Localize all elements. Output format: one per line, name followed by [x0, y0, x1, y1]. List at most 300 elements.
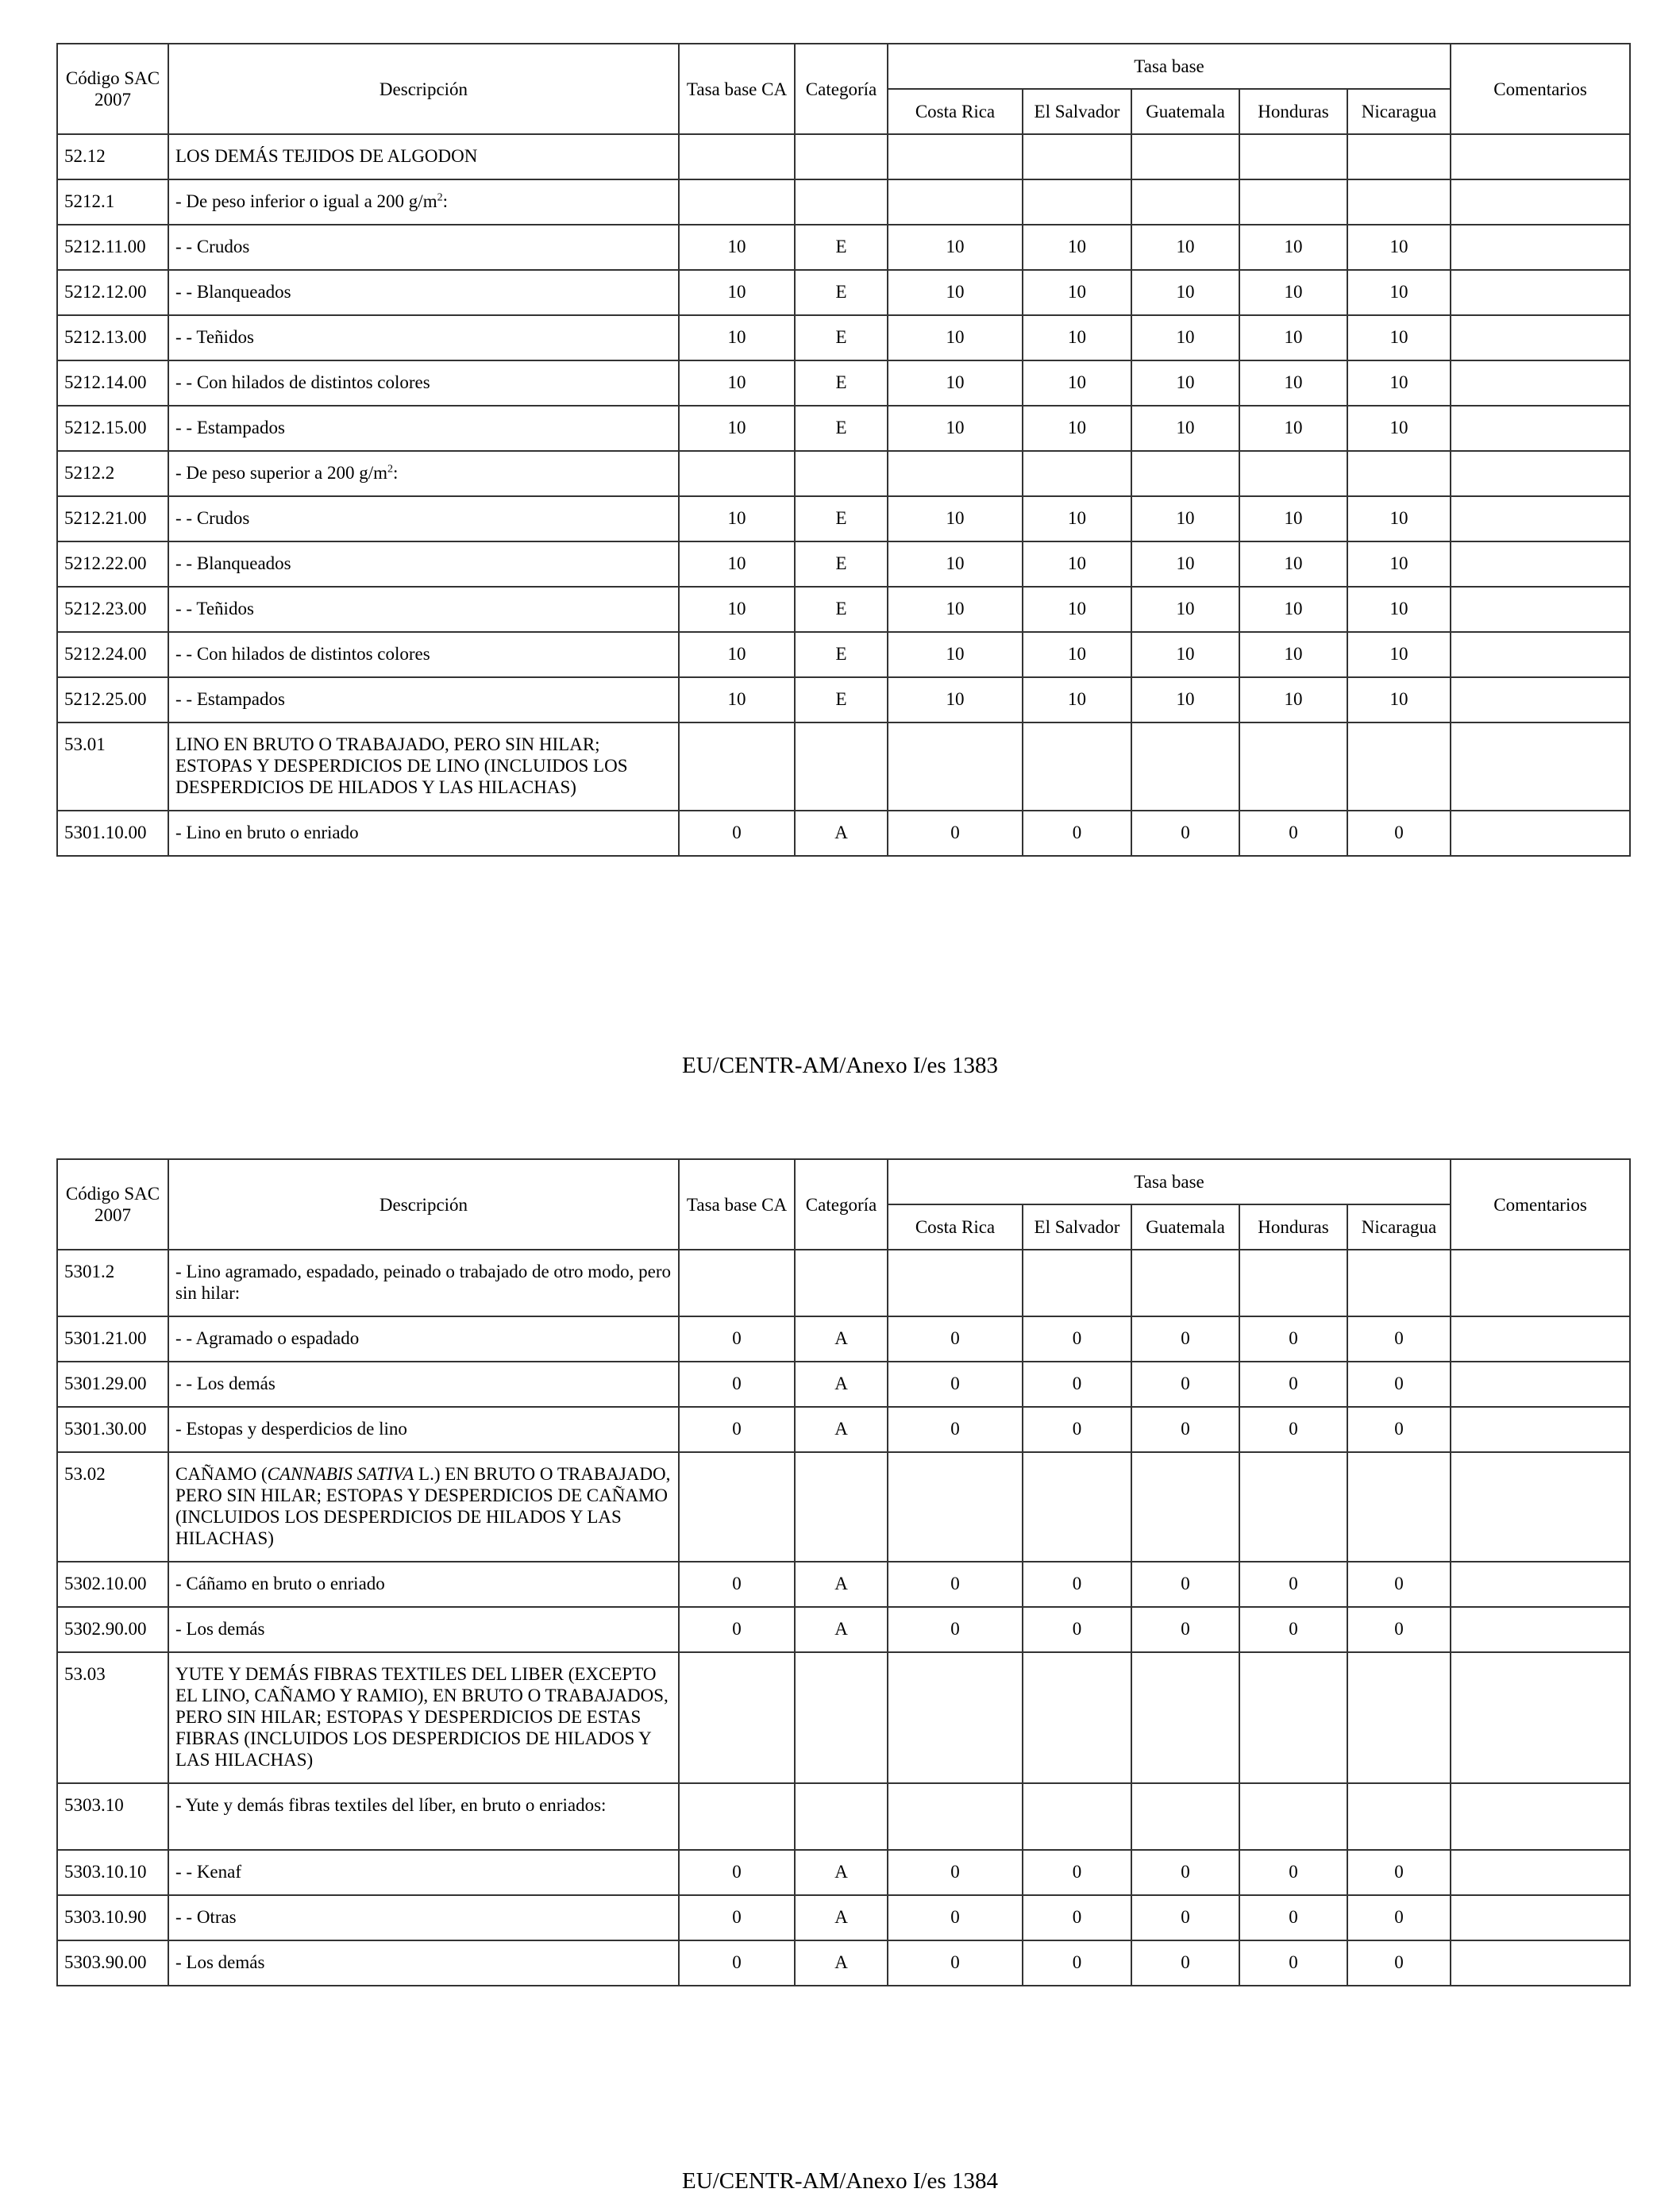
- cell-comentarios: [1451, 496, 1630, 541]
- cell-country-rate: [1131, 1652, 1239, 1783]
- cell-categoria: [795, 134, 888, 179]
- cell-country-rate: 10: [1023, 315, 1131, 360]
- cell-country-rate: [1239, 1250, 1347, 1316]
- cell-country-rate: [1347, 1783, 1451, 1850]
- cell-categoria: E: [795, 677, 888, 722]
- cell-country-rate: 0: [1131, 1362, 1239, 1407]
- cell-country-rate: 10: [888, 496, 1023, 541]
- cell-country-rate: 0: [1239, 811, 1347, 856]
- cell-categoria: E: [795, 225, 888, 270]
- header-categoria: Categoría: [795, 44, 888, 134]
- page-footer: EU/CENTR-AM/Anexo I/es 1383: [682, 1053, 998, 1078]
- cell-comentarios: [1451, 632, 1630, 677]
- cell-country-rate: 10: [1131, 270, 1239, 315]
- description-italic: CANNABIS SATIVA: [267, 1464, 414, 1484]
- cell-description: [168, 722, 679, 811]
- header-tasa-base: Tasa base: [888, 44, 1451, 89]
- cell-categoria: E: [795, 360, 888, 406]
- cell-country-rate: [1131, 1250, 1239, 1316]
- cell-country-rate: 10: [1239, 587, 1347, 632]
- cell-country-rate: [1131, 179, 1239, 225]
- cell-categoria: [795, 722, 888, 811]
- description-text: LOS DEMÁS TEJIDOS DE ALGODON: [175, 146, 478, 166]
- cell-categoria: [795, 1250, 888, 1316]
- cell-comentarios: [1451, 1607, 1630, 1652]
- cell-comentarios: [1451, 1407, 1630, 1452]
- cell-code: 5212.24.00: [57, 632, 168, 677]
- cell-country-rate: 0: [1131, 1316, 1239, 1362]
- cell-country-rate: [888, 1652, 1023, 1783]
- cell-country-rate: 0: [1239, 1562, 1347, 1607]
- cell-country-rate: 10: [888, 360, 1023, 406]
- cell-country-rate: 0: [888, 1362, 1023, 1407]
- table-row: [57, 587, 1630, 632]
- table-row: [57, 1895, 1630, 1940]
- header-tasa-base-ca: Tasa base CA: [679, 1159, 795, 1250]
- table-row: [57, 1452, 1630, 1562]
- cell-description: [168, 451, 679, 496]
- cell-country-rate: [1131, 1452, 1239, 1562]
- cell-country-rate: 10: [1023, 406, 1131, 451]
- cell-categoria: A: [795, 1895, 888, 1940]
- cell-country-rate: 10: [1131, 632, 1239, 677]
- cell-country-rate: 10: [1131, 360, 1239, 406]
- cell-country-rate: 10: [1239, 541, 1347, 587]
- cell-country-rate: 0: [1347, 1850, 1451, 1895]
- description-text: - Estopas y desperdicios de lino: [175, 1419, 407, 1439]
- table-row: [57, 360, 1630, 406]
- cell-categoria: E: [795, 632, 888, 677]
- cell-description: [168, 677, 679, 722]
- cell-description: [168, 1250, 679, 1316]
- description-text: - - Agramado o espadado: [175, 1328, 360, 1348]
- header-country: Costa Rica: [888, 89, 1023, 134]
- tariff-table-page-1384: [56, 1158, 1631, 1986]
- cell-country-rate: 10: [1239, 632, 1347, 677]
- cell-comentarios: [1451, 270, 1630, 315]
- cell-country-rate: [1239, 179, 1347, 225]
- cell-comentarios: [1451, 225, 1630, 270]
- cell-description: [168, 134, 679, 179]
- cell-code: 5301.30.00: [57, 1407, 168, 1452]
- header-country: Honduras: [1239, 1204, 1347, 1250]
- cell-categoria: E: [795, 315, 888, 360]
- cell-country-rate: 0: [1239, 1362, 1347, 1407]
- cell-country-rate: 0: [1023, 1940, 1131, 1986]
- cell-country-rate: 10: [1239, 677, 1347, 722]
- cell-tasa-base-ca: 10: [679, 225, 795, 270]
- cell-code: 5301.10.00: [57, 811, 168, 856]
- cell-description: [168, 270, 679, 315]
- cell-country-rate: [1347, 451, 1451, 496]
- cell-comentarios: [1451, 1316, 1630, 1362]
- cell-country-rate: [888, 451, 1023, 496]
- table-row: [57, 451, 1630, 496]
- superscript: 2: [437, 191, 443, 204]
- cell-tasa-base-ca: 10: [679, 270, 795, 315]
- cell-country-rate: [1239, 722, 1347, 811]
- cell-tasa-base-ca: 10: [679, 360, 795, 406]
- cell-country-rate: 0: [888, 1562, 1023, 1607]
- cell-country-rate: 10: [1131, 225, 1239, 270]
- cell-country-rate: [1239, 1783, 1347, 1850]
- table-row: [57, 1407, 1630, 1452]
- cell-country-rate: 0: [1131, 1607, 1239, 1652]
- table-row: [57, 1940, 1630, 1986]
- table-row: [57, 632, 1630, 677]
- cell-country-rate: 0: [1347, 811, 1451, 856]
- cell-country-rate: 10: [888, 541, 1023, 587]
- description-text: - Yute y demás fibras textiles del líber, en bruto o enriados:: [175, 1795, 607, 1815]
- header-tasa-base-ca: Tasa base CA: [679, 44, 795, 134]
- cell-categoria: E: [795, 270, 888, 315]
- header-country: Nicaragua: [1347, 89, 1451, 134]
- table-row: [57, 1562, 1630, 1607]
- cell-country-rate: 10: [1239, 270, 1347, 315]
- table-row: [57, 1316, 1630, 1362]
- cell-tasa-base-ca: 10: [679, 406, 795, 451]
- header-country: El Salvador: [1023, 1204, 1131, 1250]
- description-text: - - Con hilados de distintos colores: [175, 372, 430, 392]
- cell-description: [168, 1316, 679, 1362]
- cell-code: 5303.10.10: [57, 1850, 168, 1895]
- cell-country-rate: 10: [1023, 677, 1131, 722]
- cell-comentarios: [1451, 1362, 1630, 1407]
- cell-code: 5212.12.00: [57, 270, 168, 315]
- cell-country-rate: 10: [888, 225, 1023, 270]
- cell-comentarios: [1451, 179, 1630, 225]
- cell-categoria: A: [795, 1850, 888, 1895]
- cell-country-rate: 0: [1131, 1407, 1239, 1452]
- cell-comentarios: [1451, 1652, 1630, 1783]
- cell-country-rate: [1347, 1250, 1451, 1316]
- cell-code: 5212.23.00: [57, 587, 168, 632]
- description-text: CAÑAMO (: [175, 1464, 268, 1484]
- table-row: [57, 1850, 1630, 1895]
- cell-country-rate: 0: [1131, 1940, 1239, 1986]
- description-text: - Lino agramado, espadado, peinado o trabajado de otro modo, pero sin hilar:: [175, 1262, 671, 1303]
- page-footer: EU/CENTR-AM/Anexo I/es 1384: [682, 2168, 998, 2194]
- cell-tasa-base-ca: 0: [679, 1895, 795, 1940]
- cell-country-rate: 0: [1023, 1850, 1131, 1895]
- cell-comentarios: [1451, 1940, 1630, 1986]
- cell-tasa-base-ca: 0: [679, 811, 795, 856]
- cell-description: [168, 811, 679, 856]
- cell-country-rate: 0: [1023, 1562, 1131, 1607]
- cell-tasa-base-ca: 0: [679, 1562, 795, 1607]
- table-row: [57, 179, 1630, 225]
- cell-country-rate: [1023, 1783, 1131, 1850]
- description-text: - - Estampados: [175, 418, 285, 437]
- cell-country-rate: 0: [1023, 1362, 1131, 1407]
- table-row: [57, 811, 1630, 856]
- cell-code: 5301.29.00: [57, 1362, 168, 1407]
- cell-categoria: [795, 1783, 888, 1850]
- cell-code: 5212.21.00: [57, 496, 168, 541]
- cell-country-rate: 10: [1347, 677, 1451, 722]
- description-tail: :: [442, 191, 448, 211]
- cell-tasa-base-ca: 0: [679, 1362, 795, 1407]
- table-body: [57, 1250, 1630, 1986]
- cell-country-rate: 10: [1023, 632, 1131, 677]
- header-country: Guatemala: [1131, 89, 1239, 134]
- description-text: - - Crudos: [175, 508, 250, 528]
- cell-description: [168, 1850, 679, 1895]
- description-text: - - Con hilados de distintos colores: [175, 644, 430, 664]
- description-text: - De peso inferior o igual a 200 g/m: [175, 191, 437, 211]
- cell-country-rate: 10: [1347, 360, 1451, 406]
- cell-description: [168, 632, 679, 677]
- cell-description: [168, 587, 679, 632]
- cell-comentarios: [1451, 360, 1630, 406]
- cell-categoria: E: [795, 406, 888, 451]
- cell-country-rate: [1131, 451, 1239, 496]
- description-tail: :: [393, 463, 399, 483]
- cell-country-rate: 0: [1131, 1850, 1239, 1895]
- cell-comentarios: [1451, 406, 1630, 451]
- cell-tasa-base-ca: 10: [679, 315, 795, 360]
- cell-country-rate: 0: [1239, 1316, 1347, 1362]
- cell-country-rate: [1347, 1652, 1451, 1783]
- cell-tasa-base-ca: 0: [679, 1850, 795, 1895]
- description-text: - - Teñidos: [175, 599, 254, 618]
- cell-tasa-base-ca: [679, 1652, 795, 1783]
- cell-country-rate: 10: [1347, 270, 1451, 315]
- table-row: [57, 270, 1630, 315]
- cell-country-rate: 0: [1347, 1362, 1451, 1407]
- cell-code: 53.03: [57, 1652, 168, 1783]
- cell-country-rate: 10: [1023, 270, 1131, 315]
- cell-country-rate: 0: [1023, 1895, 1131, 1940]
- cell-description: [168, 541, 679, 587]
- cell-country-rate: 10: [1131, 587, 1239, 632]
- cell-country-rate: 0: [1347, 1607, 1451, 1652]
- cell-country-rate: 0: [1023, 1607, 1131, 1652]
- cell-country-rate: [1131, 722, 1239, 811]
- cell-tasa-base-ca: [679, 179, 795, 225]
- description-text: - - Blanqueados: [175, 282, 291, 302]
- cell-country-rate: 10: [1239, 496, 1347, 541]
- cell-country-rate: [1023, 1652, 1131, 1783]
- cell-country-rate: 10: [1023, 360, 1131, 406]
- cell-country-rate: 10: [1239, 406, 1347, 451]
- cell-country-rate: 0: [888, 1940, 1023, 1986]
- cell-country-rate: [1239, 451, 1347, 496]
- cell-tasa-base-ca: [679, 1452, 795, 1562]
- cell-country-rate: [1347, 1452, 1451, 1562]
- header-comentarios: Comentarios: [1451, 44, 1630, 134]
- cell-code: 5301.2: [57, 1250, 168, 1316]
- table-row: [57, 541, 1630, 587]
- cell-categoria: A: [795, 1362, 888, 1407]
- cell-categoria: A: [795, 1407, 888, 1452]
- cell-categoria: A: [795, 1562, 888, 1607]
- cell-country-rate: 0: [1131, 1562, 1239, 1607]
- cell-country-rate: 10: [1347, 406, 1451, 451]
- cell-country-rate: 0: [1023, 1407, 1131, 1452]
- description-text: - Cáñamo en bruto o enriado: [175, 1574, 385, 1593]
- cell-categoria: [795, 451, 888, 496]
- cell-comentarios: [1451, 811, 1630, 856]
- cell-country-rate: 0: [1347, 1940, 1451, 1986]
- cell-country-rate: 10: [888, 632, 1023, 677]
- cell-country-rate: 10: [1239, 225, 1347, 270]
- cell-comentarios: [1451, 677, 1630, 722]
- cell-country-rate: 0: [1023, 811, 1131, 856]
- cell-country-rate: 0: [888, 1850, 1023, 1895]
- header-codigo: Código SAC 2007: [57, 1159, 168, 1250]
- cell-country-rate: 10: [1347, 315, 1451, 360]
- cell-code: 53.01: [57, 722, 168, 811]
- description-text: - De peso superior a 200 g/m: [175, 463, 387, 483]
- cell-comentarios: [1451, 1250, 1630, 1316]
- table-row: [57, 1783, 1630, 1850]
- cell-country-rate: 10: [888, 406, 1023, 451]
- cell-country-rate: 10: [1239, 315, 1347, 360]
- cell-categoria: [795, 179, 888, 225]
- cell-country-rate: 0: [1239, 1850, 1347, 1895]
- cell-comentarios: [1451, 315, 1630, 360]
- description-text: - - Kenaf: [175, 1862, 242, 1882]
- cell-country-rate: 0: [888, 1895, 1023, 1940]
- description-tail: L.) EN BRUTO O TRABAJADO, PERO SIN HILAR; ESTOPAS Y DESPERDICIOS DE CAÑAMO (INCLUIDOS LOS DESPERDICIOS DE HILADOS Y LAS HILACHAS): [175, 1464, 671, 1548]
- tariff-table-page-1383: [56, 43, 1631, 857]
- cell-country-rate: [888, 1250, 1023, 1316]
- cell-country-rate: 10: [1347, 587, 1451, 632]
- cell-code: 5212.22.00: [57, 541, 168, 587]
- description-text: - - Teñidos: [175, 327, 254, 347]
- cell-country-rate: 10: [1023, 225, 1131, 270]
- cell-description: [168, 1452, 679, 1562]
- description-text: LINO EN BRUTO O TRABAJADO, PERO SIN HILAR; ESTOPAS Y DESPERDICIOS DE LINO (INCLUIDOS LOS DESPERDICIOS DE HILADOS Y LAS HILACHAS): [175, 734, 628, 797]
- header-codigo: Código SAC 2007: [57, 44, 168, 134]
- cell-tasa-base-ca: 0: [679, 1407, 795, 1452]
- cell-country-rate: 10: [888, 270, 1023, 315]
- cell-country-rate: 0: [1347, 1895, 1451, 1940]
- cell-tasa-base-ca: 10: [679, 677, 795, 722]
- description-text: - Los demás: [175, 1952, 265, 1972]
- table-row: [57, 134, 1630, 179]
- cell-country-rate: 10: [1131, 315, 1239, 360]
- header-tasa-base: Tasa base: [888, 1159, 1451, 1204]
- cell-tasa-base-ca: 10: [679, 496, 795, 541]
- table-row: [57, 1250, 1630, 1316]
- cell-tasa-base-ca: 10: [679, 541, 795, 587]
- cell-description: [168, 1362, 679, 1407]
- cell-country-rate: [1239, 134, 1347, 179]
- table-row: [57, 677, 1630, 722]
- cell-country-rate: [1023, 179, 1131, 225]
- header-descripcion: Descripción: [168, 1159, 679, 1250]
- cell-description: [168, 360, 679, 406]
- cell-categoria: [795, 1652, 888, 1783]
- cell-country-rate: [1131, 134, 1239, 179]
- cell-code: 5303.10.90: [57, 1895, 168, 1940]
- cell-description: [168, 315, 679, 360]
- description-text: - Los demás: [175, 1619, 265, 1639]
- cell-country-rate: [1347, 722, 1451, 811]
- cell-country-rate: 0: [1239, 1895, 1347, 1940]
- cell-country-rate: [1347, 179, 1451, 225]
- cell-description: [168, 1783, 679, 1850]
- superscript: 2: [387, 463, 393, 476]
- cell-tasa-base-ca: [679, 451, 795, 496]
- header-country: El Salvador: [1023, 89, 1131, 134]
- cell-description: [168, 1607, 679, 1652]
- cell-code: 5303.10: [57, 1783, 168, 1850]
- cell-country-rate: 0: [1239, 1607, 1347, 1652]
- cell-country-rate: [1023, 451, 1131, 496]
- header-country: Guatemala: [1131, 1204, 1239, 1250]
- header-country: Nicaragua: [1347, 1204, 1451, 1250]
- cell-comentarios: [1451, 451, 1630, 496]
- cell-code: 5302.10.00: [57, 1562, 168, 1607]
- cell-code: 53.02: [57, 1452, 168, 1562]
- cell-tasa-base-ca: 10: [679, 632, 795, 677]
- cell-country-rate: 0: [1023, 1316, 1131, 1362]
- cell-comentarios: [1451, 1783, 1630, 1850]
- cell-code: 5303.90.00: [57, 1940, 168, 1986]
- cell-country-rate: 0: [888, 1607, 1023, 1652]
- cell-country-rate: [888, 179, 1023, 225]
- cell-comentarios: [1451, 1452, 1630, 1562]
- cell-country-rate: [1347, 134, 1451, 179]
- header-comentarios: Comentarios: [1451, 1159, 1630, 1250]
- cell-code: 5212.2: [57, 451, 168, 496]
- table-row: [57, 1607, 1630, 1652]
- cell-country-rate: 0: [1239, 1407, 1347, 1452]
- cell-tasa-base-ca: [679, 1250, 795, 1316]
- table-row: [57, 406, 1630, 451]
- cell-country-rate: 0: [1131, 811, 1239, 856]
- cell-categoria: A: [795, 811, 888, 856]
- cell-code: 5212.14.00: [57, 360, 168, 406]
- cell-tasa-base-ca: 0: [679, 1940, 795, 1986]
- cell-country-rate: 10: [1347, 632, 1451, 677]
- cell-description: [168, 1940, 679, 1986]
- cell-categoria: E: [795, 541, 888, 587]
- description-text: - - Crudos: [175, 237, 250, 256]
- cell-country-rate: [888, 722, 1023, 811]
- cell-country-rate: 0: [1347, 1562, 1451, 1607]
- cell-categoria: A: [795, 1316, 888, 1362]
- description-text: - - Estampados: [175, 689, 285, 709]
- cell-country-rate: 10: [888, 677, 1023, 722]
- cell-country-rate: 0: [888, 811, 1023, 856]
- cell-description: [168, 1407, 679, 1452]
- cell-country-rate: 10: [1131, 496, 1239, 541]
- description-text: - Lino en bruto o enriado: [175, 823, 359, 842]
- header-descripcion: Descripción: [168, 44, 679, 134]
- cell-description: [168, 406, 679, 451]
- cell-country-rate: 10: [1023, 587, 1131, 632]
- cell-comentarios: [1451, 1850, 1630, 1895]
- cell-code: 5212.1: [57, 179, 168, 225]
- cell-tasa-base-ca: [679, 722, 795, 811]
- cell-country-rate: 10: [1347, 541, 1451, 587]
- cell-comentarios: [1451, 541, 1630, 587]
- description-text: - - Otras: [175, 1907, 237, 1927]
- cell-country-rate: 10: [888, 315, 1023, 360]
- cell-categoria: E: [795, 496, 888, 541]
- cell-country-rate: [1023, 722, 1131, 811]
- table-row: [57, 496, 1630, 541]
- cell-country-rate: 0: [1239, 1940, 1347, 1986]
- cell-tasa-base-ca: 0: [679, 1607, 795, 1652]
- cell-country-rate: 10: [888, 587, 1023, 632]
- cell-country-rate: 10: [1347, 225, 1451, 270]
- description-text: - - Los demás: [175, 1374, 276, 1393]
